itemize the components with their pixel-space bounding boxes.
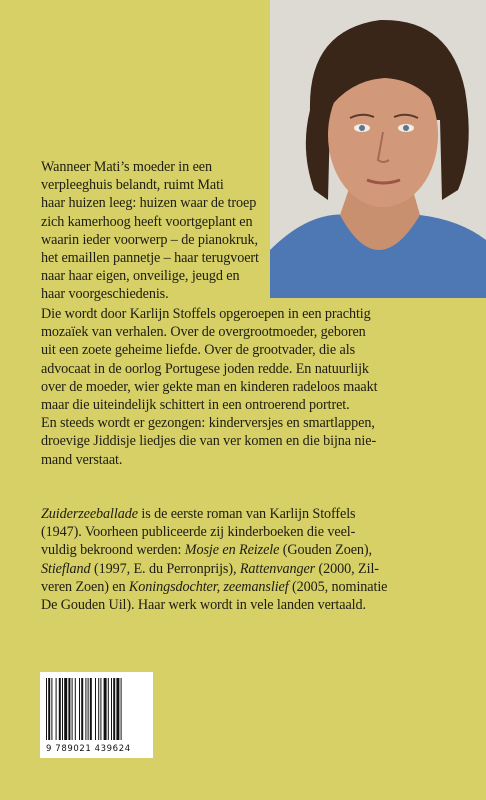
isbn-barcode <box>40 672 153 758</box>
barcode-bar <box>116 678 119 740</box>
barcode-bar <box>104 678 107 740</box>
isbn-number: 9 789021 439624 <box>46 744 131 754</box>
bio-text: (2005, nominatie <box>288 578 388 595</box>
barcode-bar <box>48 678 50 740</box>
intro-line: waarin ieder voorwerp – de pianokruk, <box>41 231 258 248</box>
bio-line <box>41 578 471 596</box>
bio-line <box>41 505 471 523</box>
barcode-bar <box>121 678 122 740</box>
intro-line: het emaillen pannetje – haar terugvoert <box>41 250 259 267</box>
barcode-bar <box>98 678 99 740</box>
barcode-bar <box>46 678 47 740</box>
book-title: Koningsdochter, zeemanslief <box>128 578 289 595</box>
intro-line: Wanneer Mati’s moeder in een <box>41 159 212 175</box>
body-line: droevige Jiddisje liedjes die van ver komen en die bijna nie- <box>41 433 377 450</box>
body-line: uit een zoete geheime liefde. Over de grootvader, die als <box>41 342 355 359</box>
book-title: Stiefland <box>41 560 91 577</box>
bio-text: is de eerste roman van Karlijn Stoffels <box>137 506 356 522</box>
author-bio <box>41 505 471 614</box>
barcode-bar <box>81 678 83 740</box>
barcode-bar <box>85 678 86 740</box>
barcode-bar <box>108 678 109 740</box>
bio-text: vuldig bekroond werden: <box>41 542 185 559</box>
bio-text: (1997, E. du Perronprijs), <box>90 560 240 577</box>
body-line: mozaïek van verhalen. Over de overgrootmoeder, geboren <box>41 324 366 341</box>
barcode-bar <box>100 678 101 740</box>
barcode-bar <box>64 678 67 740</box>
barcode-bar <box>51 678 52 740</box>
intro-line: haar huizen leeg: huizen waar de troep <box>41 195 257 212</box>
barcode-bar <box>90 678 92 740</box>
bio-line: (1947). Voorheen publiceerde zij kinderboeken die veel- <box>41 524 356 541</box>
book-title: Zuiderzeeballade <box>41 506 138 522</box>
barcode-bar <box>59 678 61 740</box>
bio-line <box>41 541 471 559</box>
barcode-bar <box>95 678 96 740</box>
author-photo <box>270 0 486 298</box>
barcode-bar <box>88 678 89 740</box>
barcode-bar <box>111 678 112 740</box>
barcode-bar <box>68 678 70 740</box>
book-title: Mosje en Reizele <box>184 542 280 559</box>
body-paragraph <box>41 305 471 469</box>
barcode-bar <box>56 678 57 740</box>
body-line: mand verstaat. <box>41 451 123 468</box>
intro-paragraph <box>41 158 269 304</box>
body-line: En steeds wordt er gezongen: kinderversjes en smartlappen, <box>41 415 375 432</box>
bio-line <box>41 560 471 578</box>
barcode-bars <box>46 678 147 742</box>
body-line: maar die uiteindelijk schittert in een ontroerend portret. <box>41 397 350 414</box>
barcode-bar <box>113 678 115 740</box>
body-line: advocaat in de oorlog Portugese joden redde. En natuurlijk <box>41 360 369 377</box>
intro-line: verpleeghuis belandt, ruimt Mati <box>41 177 224 194</box>
intro-line: naar haar eigen, onveilige, jeugd en <box>41 268 240 285</box>
bio-text: veren Zoen) en <box>41 578 129 595</box>
intro-line: haar voorgeschiedenis. <box>41 286 169 303</box>
book-title: Rattenvanger <box>239 560 316 577</box>
bio-text: (2000, Zil- <box>315 560 379 577</box>
barcode-bar <box>75 678 76 740</box>
barcode-bar <box>72 678 73 740</box>
body-line: Die wordt door Karlijn Stoffels opgeroepen in een prachtig <box>41 306 371 322</box>
intro-line: zich kamerhoog heeft voortgeplant en <box>41 213 253 230</box>
barcode-bar <box>79 678 80 740</box>
bio-text: (Gouden Zoen), <box>279 542 372 559</box>
bio-line: De Gouden Uil). Haar werk wordt in vele landen vertaald. <box>41 597 366 614</box>
barcode-bar <box>62 678 63 740</box>
body-line: over de moeder, wier gekte man en kinderen radeloos maakt <box>41 378 378 395</box>
